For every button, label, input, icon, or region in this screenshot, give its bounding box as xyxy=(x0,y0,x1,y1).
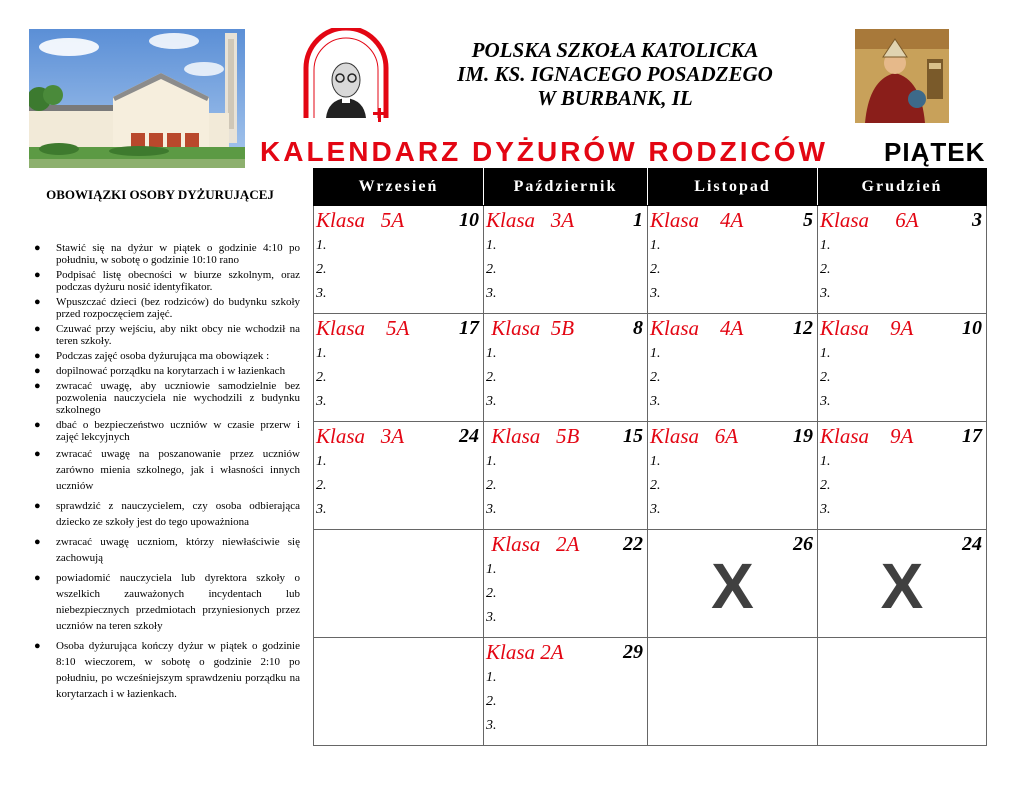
calendar-cell xyxy=(314,314,484,422)
day-number: 19 xyxy=(793,425,813,447)
bullet-icon: ● xyxy=(34,448,41,460)
duty-item xyxy=(30,365,300,377)
parent-slot: 3. xyxy=(486,286,497,301)
bullet-icon: ● xyxy=(34,536,41,548)
school-header xyxy=(408,38,822,110)
parent-slot: 1. xyxy=(486,346,497,361)
duty-item xyxy=(30,380,300,416)
parent-slots xyxy=(486,666,497,738)
parent-slot: 1. xyxy=(486,238,497,253)
parent-slot: 3. xyxy=(650,286,661,301)
class-label: Klasa 4A xyxy=(650,316,744,340)
parent-slot: 3. xyxy=(316,394,327,409)
parent-slot: 2. xyxy=(820,370,831,385)
class-label: Klasa 5A xyxy=(316,316,410,340)
week-row xyxy=(314,206,987,314)
bullet-icon: ● xyxy=(34,572,41,584)
class-label: Klasa 6A xyxy=(650,424,739,448)
school-logo xyxy=(296,28,396,123)
duty-text: zwracać uwagę, aby uczniowie samodzielnie bez pozwolenia nauczyciela nie wychodzili z budynku szkolnego xyxy=(56,380,300,416)
school-patron: IM. KS. IGNACEGO POSADZEGO xyxy=(457,62,773,86)
day-number: 1 xyxy=(633,209,643,231)
calendar-cell xyxy=(648,638,818,746)
parent-slots xyxy=(316,342,327,414)
calendar-cell xyxy=(484,422,648,530)
parent-slots xyxy=(820,342,831,414)
parent-slot: 3. xyxy=(820,502,831,517)
duty-text: dbać o bezpieczeństwo uczniów w czasie przerw i zajęć lekcyjnych xyxy=(56,419,300,443)
bullet-icon: ● xyxy=(34,296,41,308)
parent-slot: 2. xyxy=(486,694,497,709)
bullet-icon: ● xyxy=(34,365,41,377)
duty-item xyxy=(30,419,300,443)
duty-text: zwracać uwagę uczniom, którzy niewłaściwie się zachowują xyxy=(56,536,300,564)
duty-item xyxy=(30,296,300,320)
parent-slot: 2. xyxy=(650,370,661,385)
no-duty-x-mark: X xyxy=(711,550,754,622)
duty-text: Podczas zajęć osoba dyżurująca ma obowiązek : xyxy=(56,350,270,362)
parent-slots xyxy=(486,234,497,306)
no-duty-x-mark: X xyxy=(880,550,924,622)
duty-item xyxy=(30,534,300,566)
class-label: Klasa 5B xyxy=(486,424,580,448)
duty-text: dopilnować porządku na korytarzach i w łazienkach xyxy=(56,365,286,377)
parent-slot: 3. xyxy=(820,286,831,301)
duty-text: Podpisać listę obecności w biurze szkolnym, oraz podczas dyżuru nosić identyfikator. xyxy=(56,269,300,293)
parent-slot: 1. xyxy=(486,670,497,685)
day-number: 22 xyxy=(623,533,643,555)
church-photo xyxy=(29,29,245,168)
parent-slot: 2. xyxy=(316,370,327,385)
week-row xyxy=(314,530,987,638)
bullet-icon: ● xyxy=(34,500,41,512)
duty-text: Czuwać przy wejściu, aby nikt obcy nie wchodził na teren szkoły. xyxy=(56,323,300,347)
duty-calendar xyxy=(313,168,987,746)
calendar-cell xyxy=(648,206,818,314)
calendar-cell xyxy=(648,422,818,530)
class-label: Klasa 2A xyxy=(486,640,564,664)
week-row xyxy=(314,314,987,422)
parent-slot: 1. xyxy=(316,454,327,469)
class-label: Klasa 9A xyxy=(820,316,914,340)
calendar-cell xyxy=(484,530,648,638)
calendar-title: KALENDARZ DYŻURÓW RODZICÓW xyxy=(260,136,828,167)
class-label: Klasa 9A xyxy=(820,424,914,448)
day-number: 3 xyxy=(972,209,982,231)
calendar-cell xyxy=(818,530,987,638)
duty-item xyxy=(30,446,300,494)
parent-slot: 1. xyxy=(650,346,661,361)
duty-text: sprawdzić z nauczycielem, czy osoba odbierająca dziecko ze szkoły jest do tego upoważniona xyxy=(56,500,300,528)
duty-item xyxy=(30,498,300,530)
parent-slots xyxy=(650,342,661,414)
duty-item xyxy=(30,638,300,702)
calendar-cell xyxy=(818,422,987,530)
parent-slot: 2. xyxy=(486,262,497,277)
parent-slot: 1. xyxy=(486,562,497,577)
week-row xyxy=(314,638,987,746)
duty-text: Wpuszczać dzieci (bez rodziców) do budynku szkoły przed rozpoczęciem zajęć. xyxy=(56,296,300,320)
school-location: W BURBANK, IL xyxy=(537,86,693,110)
parent-slot: 3. xyxy=(316,502,327,517)
school-name: POLSKA SZKOŁA KATOLICKA xyxy=(471,38,759,62)
day-number: 17 xyxy=(962,425,982,447)
parent-slots xyxy=(316,450,327,522)
parent-slot: 1. xyxy=(650,454,661,469)
parent-slot: 3. xyxy=(650,394,661,409)
duty-item xyxy=(30,570,300,634)
parent-slot: 1. xyxy=(650,238,661,253)
parent-slot: 2. xyxy=(650,262,661,277)
month-header: Grudzień xyxy=(818,169,987,206)
bullet-icon: ● xyxy=(34,419,41,431)
bullet-icon: ● xyxy=(34,323,41,335)
parent-slot: 3. xyxy=(316,286,327,301)
day-number: 15 xyxy=(623,425,643,447)
parent-slots xyxy=(820,234,831,306)
bullet-icon: ● xyxy=(34,350,41,362)
month-header: Wrzesień xyxy=(314,169,484,206)
parent-slots xyxy=(316,234,327,306)
day-number: 24 xyxy=(459,425,479,447)
class-label: Klasa 3A xyxy=(316,424,405,448)
calendar-cell xyxy=(818,638,987,746)
parent-slot: 3. xyxy=(486,502,497,517)
duty-text: Stawić się na dyżur w piątek o godzinie 4:10 po południu, w sobotę o godzinie 10:10 rano xyxy=(56,242,300,266)
parent-slot: 1. xyxy=(316,346,327,361)
calendar-cell xyxy=(314,206,484,314)
parent-slot: 2. xyxy=(316,478,327,493)
parent-slot: 2. xyxy=(486,586,497,601)
calendar-cell xyxy=(484,314,648,422)
duty-item xyxy=(30,269,300,293)
duties-list xyxy=(30,242,300,706)
class-label: Klasa 5B xyxy=(486,316,575,340)
day-number: 26 xyxy=(793,533,813,555)
bullet-icon: ● xyxy=(34,269,41,281)
calendar-cell xyxy=(314,422,484,530)
day-number: 10 xyxy=(459,209,479,231)
month-header: Listopad xyxy=(648,169,818,206)
day-number: 24 xyxy=(962,533,982,555)
calendar-cell xyxy=(818,314,987,422)
bullet-icon: ● xyxy=(34,380,41,392)
class-label: Klasa 6A xyxy=(820,208,919,232)
calendar-cell xyxy=(484,206,648,314)
parent-slot: 2. xyxy=(316,262,327,277)
duty-text: Osoba dyżurująca kończy dyżur w piątek o godzinie 8:10 wieczorem, w sobotę o godzinie 2:10 po południu, po wcześniejszym sprawdzeniu porządku na korytarzach i w łazienkach. xyxy=(56,640,300,700)
calendar-cell xyxy=(648,530,818,638)
parent-slot: 3. xyxy=(486,610,497,625)
parent-slots xyxy=(486,450,497,522)
month-header-row xyxy=(314,169,987,206)
parent-slots xyxy=(650,234,661,306)
calendar-cell xyxy=(314,638,484,746)
day-label: PIĄTEK xyxy=(884,137,986,167)
calendar-cell xyxy=(314,530,484,638)
month-header: Październik xyxy=(484,169,648,206)
parent-slot: 3. xyxy=(486,718,497,733)
duty-item xyxy=(30,242,300,266)
duty-text: powiadomić nauczyciela lub dyrektora szkoły o wszelkich zauważonych incydentach lub niebezpiecznych przedmiotach przyniesionych przez uczniów na teren szkoły xyxy=(56,572,300,632)
duty-item xyxy=(30,323,300,347)
parent-slot: 1. xyxy=(820,346,831,361)
parent-slot: 2. xyxy=(650,478,661,493)
parent-slot: 1. xyxy=(486,454,497,469)
parent-slot: 3. xyxy=(820,394,831,409)
st-albert-painting xyxy=(855,29,949,123)
parent-slot: 2. xyxy=(820,478,831,493)
calendar-cell xyxy=(818,206,987,314)
duties-title: OBOWIĄZKI OSOBY DYŻURUJĄCEJ xyxy=(46,187,274,202)
parent-slots xyxy=(650,450,661,522)
day-number: 8 xyxy=(633,317,643,339)
calendar-cell xyxy=(648,314,818,422)
day-number: 12 xyxy=(793,317,813,339)
class-label: Klasa 2A xyxy=(486,532,580,556)
duty-item xyxy=(30,350,300,362)
day-number: 10 xyxy=(962,317,982,339)
duty-text: zwracać uwagę na poszanowanie przez uczniów zarówno mienia szkolnego, jak i własności innych uczniów xyxy=(56,448,300,492)
bullet-icon: ● xyxy=(34,640,41,652)
class-label: Klasa 4A xyxy=(650,208,744,232)
parent-slots xyxy=(486,342,497,414)
week-row xyxy=(314,422,987,530)
parent-slot: 1. xyxy=(316,238,327,253)
parent-slot: 1. xyxy=(820,454,831,469)
day-number: 29 xyxy=(623,641,643,663)
parent-slots xyxy=(820,450,831,522)
calendar-cell xyxy=(484,638,648,746)
bullet-icon: ● xyxy=(34,242,41,254)
class-label: Klasa 5A xyxy=(316,208,405,232)
parent-slot: 3. xyxy=(650,502,661,517)
day-number: 5 xyxy=(803,209,813,231)
parent-slot: 3. xyxy=(486,394,497,409)
parent-slots xyxy=(486,558,497,630)
parent-slot: 1. xyxy=(820,238,831,253)
day-number: 17 xyxy=(459,317,479,339)
parent-slot: 2. xyxy=(820,262,831,277)
parent-slot: 2. xyxy=(486,370,497,385)
class-label: Klasa 3A xyxy=(486,208,575,232)
parent-slot: 2. xyxy=(486,478,497,493)
